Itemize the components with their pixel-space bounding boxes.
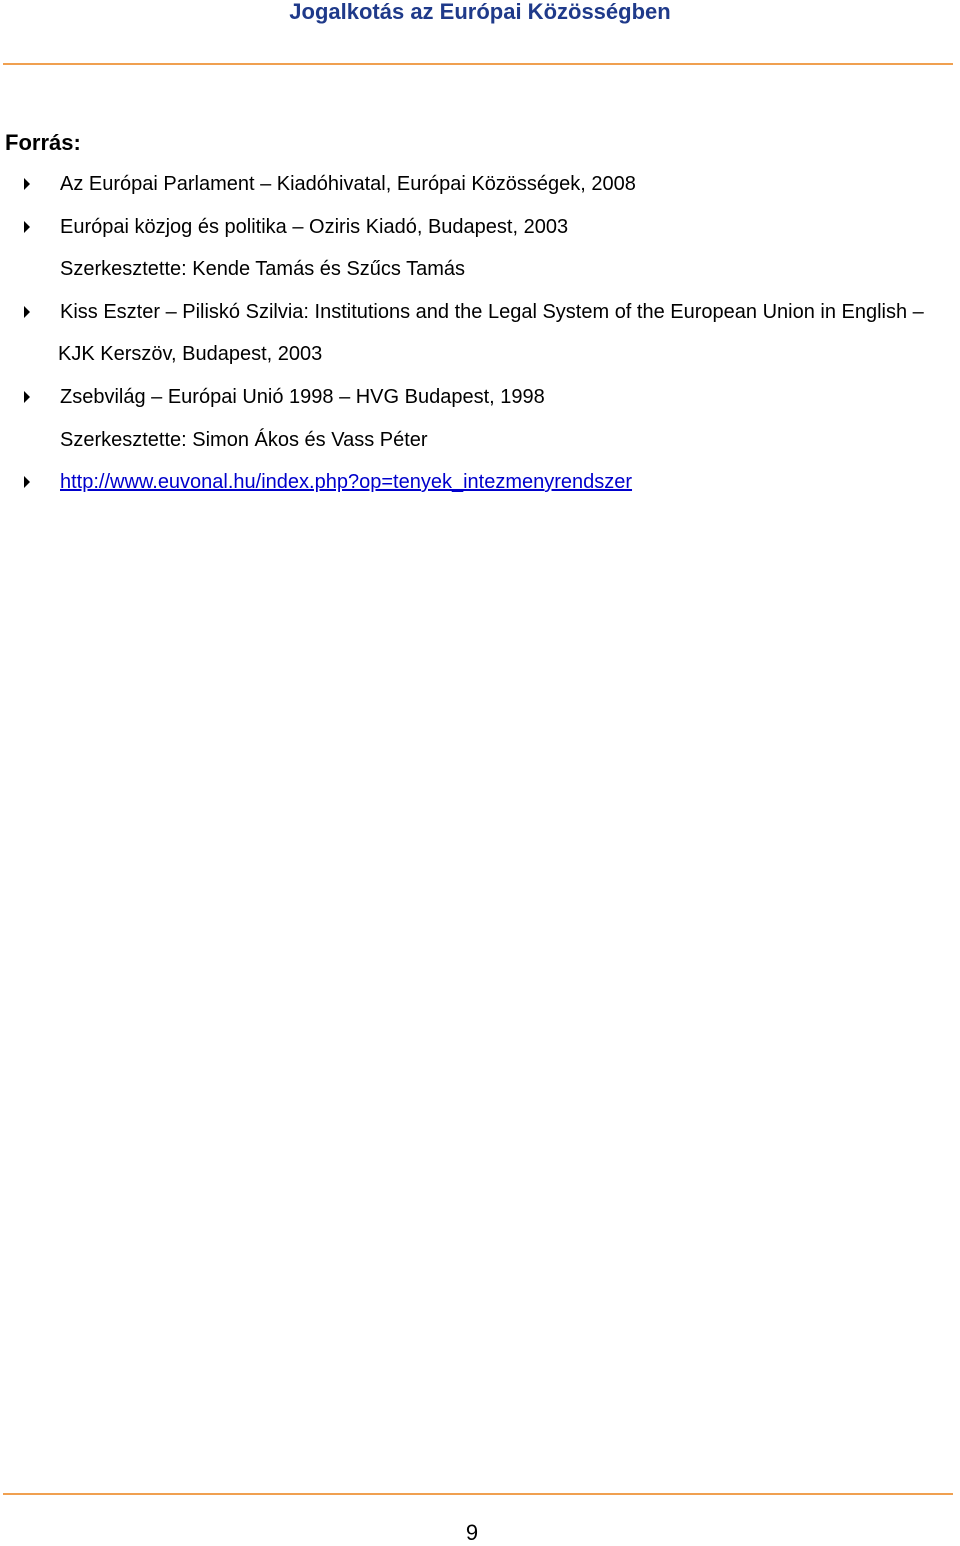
source-text: KJK Kerszöv, Budapest, 2003: [58, 343, 323, 366]
triangle-right-icon: [24, 476, 30, 488]
source-item: [0, 376, 960, 419]
header-divider: [3, 63, 953, 65]
triangle-right-icon: [24, 178, 30, 190]
source-item: [0, 206, 960, 249]
source-item-continuation: [0, 419, 960, 462]
source-item-continuation: [0, 248, 960, 291]
source-link[interactable]: http://www.euvonal.hu/index.php?op=tenyek_intezmenyrendszer: [60, 471, 633, 494]
section-heading: Forrás:: [5, 130, 81, 155]
page-number: 9: [465, 1520, 479, 1545]
triangle-right-icon: [24, 306, 30, 318]
triangle-right-icon: [24, 221, 30, 233]
source-item: [0, 461, 960, 504]
source-link-wrapper: [60, 461, 632, 504]
source-list: [0, 163, 960, 504]
source-text: Kiss Eszter – Piliskó Szilvia: Institutions and the Legal System of the European Union in English –: [60, 300, 924, 323]
source-text: Zsebvilág – Európai Unió 1998 – HVG Budapest, 1998: [60, 385, 545, 408]
triangle-right-icon: [24, 391, 30, 403]
document-header-title: Jogalkotás az Európai Közösségben: [289, 0, 671, 24]
source-item: [0, 163, 960, 206]
source-item-continuation: [0, 333, 960, 376]
source-text: Szerkesztette: Simon Ákos és Vass Péter: [60, 428, 428, 451]
source-text: Szerkesztette: Kende Tamás és Szűcs Tamás: [60, 258, 466, 281]
footer-divider: [3, 1493, 953, 1495]
source-text: Európai közjog és politika – Oziris Kiadó, Budapest, 2003: [60, 215, 569, 238]
source-item: [0, 291, 960, 334]
source-text: Az Európai Parlament – Kiadóhivatal, Európai Közösségek, 2008: [60, 173, 636, 195]
